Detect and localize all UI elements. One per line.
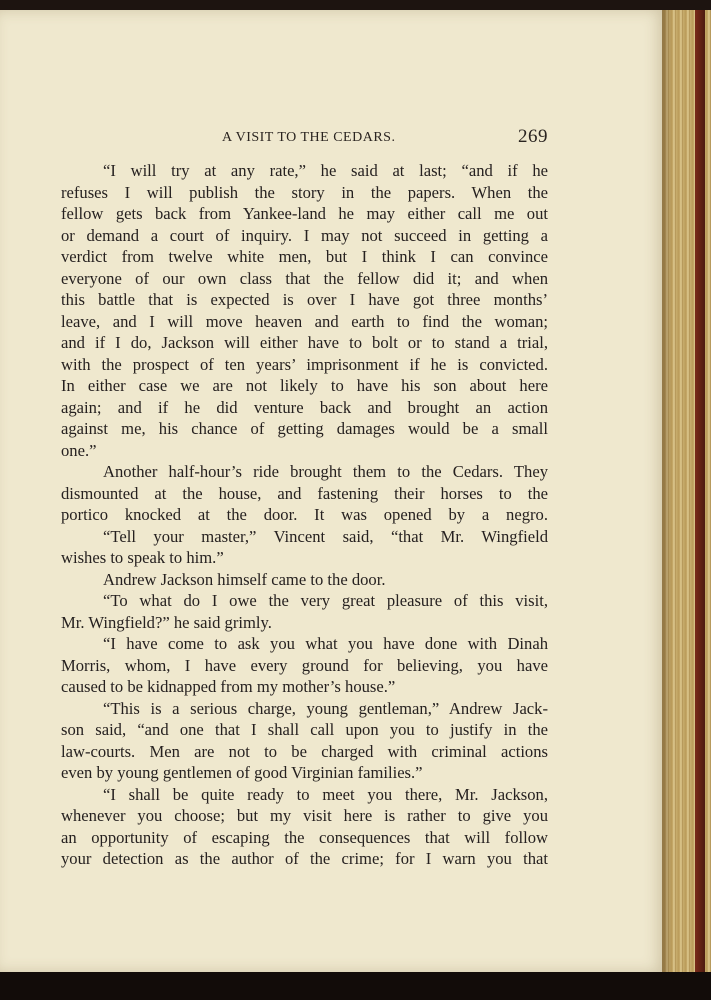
- text-line: “I shall be quite ready to meet you there, Mr. Jackson,: [103, 784, 548, 804]
- text-line: dismounted at the house, and fastening their horses to the: [61, 483, 548, 503]
- text-line: this battle that is expected is over I have got three months’: [61, 290, 548, 309]
- text-line: everyone of our own class that the fellow did it; and when: [61, 268, 548, 288]
- text-line: “This is a serious charge, young gentleman,” Andrew Jack-: [103, 698, 548, 718]
- text-line: “I have come to ask you what you have done with Dinah: [103, 634, 548, 653]
- text-line: and if I do, Jackson will either have to bolt or to stand a trial,: [61, 333, 548, 352]
- cover-edge: [695, 10, 705, 972]
- text-line: wishes to speak to him.”: [61, 548, 224, 567]
- body-text: [61, 160, 548, 870]
- text-line: again; and if he did venture back and brought an action: [61, 397, 548, 417]
- background-strip: [0, 972, 711, 1000]
- text-line: son said, “and one that I shall call upon you to justify in the: [61, 720, 548, 739]
- text-line: law-courts. Men are not to be charged with criminal actions: [61, 741, 548, 761]
- page-edges: [662, 10, 711, 972]
- text-line: or demand a court of inquiry. I may not succeed in getting a: [61, 225, 548, 245]
- page-header: [62, 127, 548, 149]
- text-line: Morris, whom, I have every ground for believing, you have: [61, 655, 548, 675]
- text-line: “Tell your master,” Vincent said, “that Mr. Wingfield: [103, 526, 548, 546]
- text-line: refuses I will publish the story in the papers. When the: [61, 182, 548, 202]
- text-line: Mr. Wingfield?” he said grimly.: [61, 612, 272, 632]
- text-line: with the prospect of ten years’ imprisonment if he is convicted.: [61, 354, 548, 374]
- text-line: verdict from twelve white men, but I think I can convince: [61, 247, 548, 266]
- text-line: whenever you choose; but my visit here is rather to give you: [61, 806, 548, 825]
- text-line: Another half-hour’s ride brought them to the Cedars. They: [103, 462, 548, 481]
- text-line: your detection as the author of the crime; for I warn you that: [61, 849, 548, 868]
- text-line: leave, and I will move heaven and earth to find the woman;: [61, 311, 548, 331]
- text-line: “To what do I owe the very great pleasure of this visit,: [103, 591, 548, 610]
- text-line: fellow gets back from Yankee-land he may either call me out: [61, 204, 548, 223]
- text-line: against me, his chance of getting damages would be a small: [61, 419, 548, 438]
- text-line: In either case we are not likely to have his son about here: [61, 376, 548, 395]
- running-head: A VISIT TO THE CEDARS.: [222, 130, 396, 145]
- text-line: even by young gentlemen of good Virginian families.”: [61, 763, 423, 782]
- text-line: portico knocked at the door. It was opened by a negro.: [61, 505, 548, 524]
- text-line: an opportunity of escaping the consequences that will follow: [61, 827, 548, 847]
- text-line: caused to be kidnapped from my mother’s house.”: [61, 677, 396, 696]
- book-page: [0, 10, 664, 972]
- text-line: one.”: [61, 440, 97, 460]
- text-line: Andrew Jackson himself came to the door.: [103, 569, 386, 589]
- text-line: “I will try at any rate,” he said at last; “and if he: [103, 161, 548, 180]
- gutter-shadow: [662, 10, 672, 972]
- page-number: 269: [518, 126, 548, 147]
